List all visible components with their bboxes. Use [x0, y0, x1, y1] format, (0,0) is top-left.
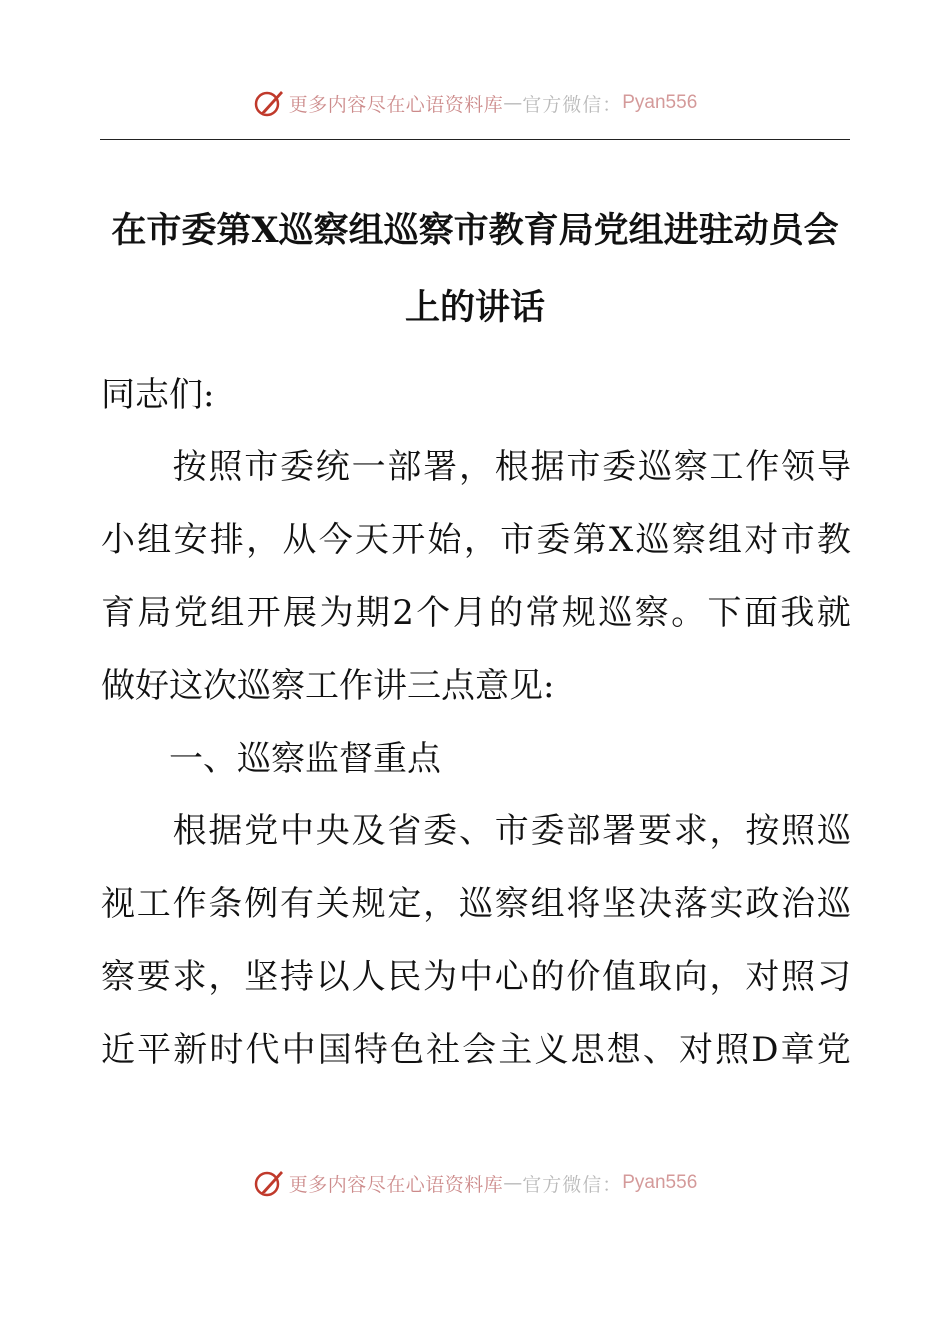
body-char: 会	[462, 1030, 497, 1070]
body-char	[101, 809, 135, 853]
body-line	[101, 518, 851, 562]
banner-wechat-id: Pyan556	[622, 92, 698, 113]
body-char: 实	[709, 884, 744, 924]
body-char: 的	[530, 957, 565, 997]
body-char: 中	[458, 957, 493, 997]
body-char: 政	[745, 884, 780, 924]
body-char: 作	[745, 447, 780, 487]
body-char: 习	[816, 957, 851, 997]
body-char: 从	[282, 520, 317, 560]
quill-logo-icon	[253, 87, 285, 119]
body-char: 组	[210, 593, 245, 633]
header-rule	[100, 139, 850, 140]
body-char: 取	[637, 957, 672, 997]
body-char: 、	[642, 1030, 677, 1070]
body-char: 委	[602, 447, 637, 487]
body-char: 市	[494, 811, 529, 851]
body-char: 一	[351, 447, 386, 487]
section-heading: 一、巡察监督重点	[101, 739, 441, 779]
body-char: 例	[244, 884, 279, 924]
body-char: 月	[452, 593, 487, 633]
body-char: 治	[781, 884, 816, 924]
header-watermark-banner	[0, 83, 950, 123]
body-char: ，	[246, 520, 281, 560]
body-char: 面	[743, 593, 778, 633]
body-char: 就	[816, 593, 851, 633]
footer-watermark-banner	[0, 1163, 950, 1203]
body-char: 据	[208, 811, 243, 851]
body-char: 心	[494, 957, 529, 997]
body-char: 坚	[244, 957, 279, 997]
body-line	[101, 955, 851, 999]
body-char: 代	[245, 1030, 280, 1070]
body-char: 、	[458, 811, 493, 851]
body-char: 今	[318, 520, 353, 560]
body-char: 对	[745, 957, 780, 997]
body-char: 开	[391, 520, 426, 560]
body-char: 展	[283, 593, 318, 633]
body-char: 求	[673, 811, 708, 851]
body-char: 中	[279, 811, 314, 851]
body-char: 领	[781, 447, 816, 487]
body-char: 期	[355, 593, 390, 633]
body-char: 中	[281, 1030, 316, 1070]
banner-text: 更多内容尽在心语资料库	[288, 1173, 504, 1196]
salutation: 同志们:	[101, 375, 215, 415]
body-char: ，	[709, 957, 744, 997]
body-char: 照	[208, 447, 243, 487]
body-char: 想	[606, 1030, 641, 1070]
body-char: 照	[715, 1030, 750, 1070]
body-char: 委	[423, 811, 458, 851]
quill-logo-icon	[253, 1167, 285, 1199]
body-char: 巡	[637, 447, 672, 487]
body-char: 巡	[816, 811, 851, 851]
body-char: 近	[101, 1030, 135, 1070]
body-char: 价	[566, 957, 601, 997]
body-line	[101, 445, 851, 489]
body-char: 2	[392, 593, 414, 633]
body-char: 部	[387, 447, 422, 487]
body-line	[101, 1028, 851, 1072]
body-char: 坚	[602, 884, 637, 924]
body-char: D	[751, 1030, 779, 1070]
body-line: 做好这次巡察工作讲三点意见:	[101, 666, 555, 706]
body-char: 组	[708, 520, 742, 560]
body-char: 察	[494, 884, 529, 924]
body-char: 有	[279, 884, 314, 924]
body-char: 党	[244, 811, 279, 851]
body-char: 平	[137, 1030, 172, 1070]
body-char: 民	[387, 957, 422, 997]
body-char: 始	[427, 520, 462, 560]
body-char: 按	[745, 811, 780, 851]
body-line	[101, 591, 851, 635]
body-char: 省	[387, 811, 422, 851]
body-char: 按	[172, 447, 207, 487]
body-char: 向	[673, 957, 708, 997]
body-char: 根	[172, 811, 207, 851]
body-char: 色	[390, 1030, 424, 1070]
body-char: 新	[173, 1030, 208, 1070]
body-char: 人	[351, 957, 386, 997]
body-char: 求	[172, 957, 207, 997]
body-char	[101, 445, 135, 489]
body-char: 义	[534, 1030, 569, 1070]
banner-text: 更多内容尽在心语资料库	[288, 93, 504, 116]
body-char: 以	[315, 957, 350, 997]
body-char: 党	[173, 593, 208, 633]
body-char: 关	[315, 884, 350, 924]
body-char: 市	[780, 520, 815, 560]
body-char: 部	[566, 811, 601, 851]
body-char: 小	[101, 520, 135, 560]
body-char: 排	[209, 520, 244, 560]
body-char: 条	[208, 884, 243, 924]
body-char: 党	[816, 1030, 851, 1070]
body-char: 育	[101, 593, 135, 633]
body-char: 教	[816, 520, 851, 560]
body-char	[137, 445, 171, 489]
body-char: 为	[319, 593, 354, 633]
body-char: 及	[351, 811, 386, 851]
body-char: 市	[244, 447, 279, 487]
body-char: 组	[137, 520, 172, 560]
body-char: 决	[637, 884, 672, 924]
body-char: 要	[136, 957, 171, 997]
banner-wechat-label: 官方微信：	[522, 1173, 623, 1196]
body-char: 天	[354, 520, 389, 560]
body-char: 委	[279, 447, 314, 487]
body-char: X	[608, 520, 634, 560]
body-line	[101, 809, 851, 853]
body-char: ，	[208, 957, 243, 997]
body-char: 规	[351, 884, 386, 924]
body-char: 为	[423, 957, 458, 997]
body-char: 章	[780, 1030, 815, 1070]
body-char: 要	[637, 811, 672, 851]
body-char: 下	[707, 593, 742, 633]
body-char: 定	[387, 884, 422, 924]
body-char: 统	[315, 447, 350, 487]
body-char: 据	[530, 447, 565, 487]
body-char: 主	[498, 1030, 533, 1070]
body-char: 巡	[598, 593, 633, 633]
body-char: 第	[572, 520, 607, 560]
body-char: 央	[315, 811, 350, 851]
body-char: 常	[525, 593, 560, 633]
body-char: 组	[530, 884, 565, 924]
body-char: 特	[353, 1030, 388, 1070]
body-char: 我	[780, 593, 815, 633]
body-char: 将	[566, 884, 601, 924]
body-char	[137, 809, 171, 853]
body-char: 。	[671, 593, 706, 633]
body-char: 察	[671, 520, 706, 560]
body-char: 局	[137, 593, 172, 633]
document-title-line-2: 上的讲话	[404, 287, 545, 328]
body-char: 署	[602, 811, 637, 851]
document-title-line-1: 在市委第X巡察组巡察市教育局党组进驻动员会	[111, 210, 839, 251]
body-char: 察	[634, 593, 669, 633]
body-char: 国	[317, 1030, 352, 1070]
body-char: 安	[173, 520, 208, 560]
body-char: ，	[709, 811, 744, 851]
body-char: 落	[673, 884, 708, 924]
body-char: 值	[602, 957, 637, 997]
body-char: 的	[489, 593, 524, 633]
body-char: 市	[500, 520, 535, 560]
body-char: 思	[570, 1030, 605, 1070]
body-char: 署	[423, 447, 458, 487]
body-char: ，	[423, 884, 458, 924]
body-char: 个	[416, 593, 451, 633]
body-char: ，	[463, 520, 498, 560]
body-char: 察	[673, 447, 708, 487]
body-char: 察	[101, 957, 135, 997]
banner-wechat-id: Pyan556	[622, 1172, 698, 1193]
body-char: 照	[781, 957, 816, 997]
body-char: 社	[426, 1030, 461, 1070]
body-char: 规	[561, 593, 596, 633]
body-char: ，	[458, 447, 493, 487]
body-char: 作	[172, 884, 207, 924]
body-char: 根	[494, 447, 529, 487]
body-char: 持	[279, 957, 314, 997]
body-char: 照	[781, 811, 816, 851]
banner-wechat-label: 官方微信：	[522, 93, 623, 116]
body-char: 委	[536, 520, 571, 560]
body-char: 市	[566, 447, 601, 487]
banner-separator: —	[503, 92, 523, 114]
body-char: 导	[816, 447, 851, 487]
body-char: 委	[530, 811, 565, 851]
body-char: 巡	[635, 520, 670, 560]
body-char: 对	[744, 520, 779, 560]
body-char: 开	[246, 593, 281, 633]
body-char: 工	[136, 884, 171, 924]
body-char: 视	[101, 884, 135, 924]
body-line	[101, 882, 851, 926]
body-char: 时	[209, 1030, 244, 1070]
body-char: 巡	[816, 884, 851, 924]
body-char: 工	[709, 447, 744, 487]
body-char: 对	[679, 1030, 713, 1070]
banner-separator: —	[503, 1172, 523, 1194]
body-char: 巡	[458, 884, 493, 924]
